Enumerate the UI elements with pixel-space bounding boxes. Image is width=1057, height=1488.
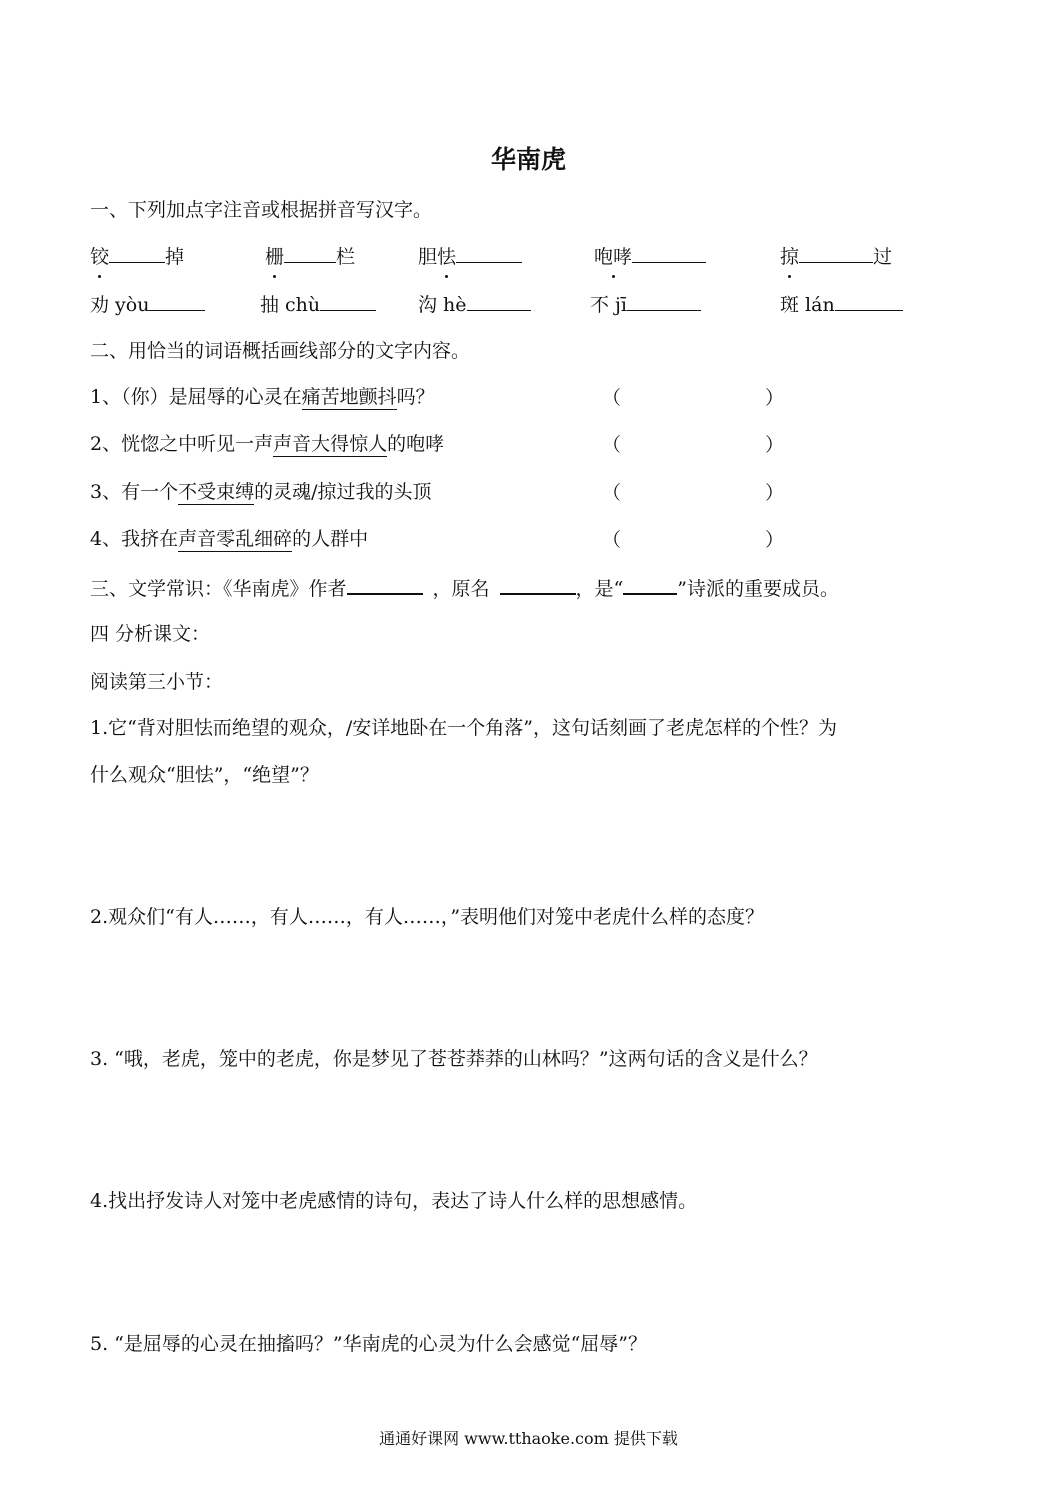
summary-item-1 [90, 383, 435, 411]
summary-item-4 [90, 525, 368, 553]
dotted-char: 怯 [437, 243, 456, 271]
pinyin-item-2 [265, 242, 355, 271]
dotted-char: 掠 [780, 243, 799, 271]
paren-open: （ [602, 529, 622, 551]
paren-open: （ [602, 434, 622, 456]
item-text: 2、恍惚之中听见一声 [90, 433, 274, 455]
answer-blank[interactable] [284, 242, 336, 263]
dotted-char: 栅 [265, 243, 284, 271]
pinyin-item-4 [594, 242, 706, 271]
pinyin-prompt: 沟 hè [418, 294, 467, 316]
question-5: 5. “是屈辱的心灵在抽搐吗？”华南虎的心灵为什么会感觉“屈辱”？ [90, 1333, 648, 1355]
answer-blank[interactable] [149, 290, 205, 311]
item-text: 的人群中 [292, 528, 369, 550]
item-text: 3、有一个 [90, 481, 179, 503]
lit-text: ”诗派的重要成员。 [677, 578, 839, 600]
underlined-phrase: 不受束缚 [178, 481, 255, 503]
footer-credit: 通通好课网 www.tthaoke.com 提供下载 [379, 1429, 678, 1448]
item-text: 吗？ [396, 386, 435, 408]
answer-blank[interactable] [835, 290, 903, 311]
question-1-line2: 什么观众“胆怯”，“绝望”？ [90, 764, 319, 786]
pinyin-item-1 [90, 242, 184, 271]
pinyin-item-3 [418, 242, 522, 271]
paren-open: （ [602, 387, 622, 409]
pinyin-write-1 [90, 290, 205, 319]
pinyin-write-3 [418, 290, 531, 319]
char-prefix: 胆 [418, 246, 438, 268]
lit-text: 三、文学常识：《华南虎》作者 [90, 578, 347, 600]
answer-blank[interactable] [632, 242, 706, 263]
lit-text: ，是“ [575, 578, 624, 600]
question-4: 4.找出抒发诗人对笼中老虎感情的诗句，表达了诗人什么样的思想感情。 [90, 1190, 698, 1212]
pinyin-prompt: 不 jī [590, 294, 628, 316]
paren-close: ） [765, 387, 785, 409]
section4-heading: 四 分析课文： [90, 623, 211, 645]
underlined-phrase: 痛苦地颤抖 [301, 386, 397, 408]
summary-item-2 [90, 430, 444, 458]
paren-close: ） [765, 482, 785, 504]
section2-heading: 二、用恰当的词语概括画线部分的文字内容。 [90, 340, 471, 362]
summary-item-3 [90, 478, 432, 506]
item-text: 1、（你）是屈辱的心灵在 [90, 386, 302, 408]
pinyin-prompt: 劝 yòu [90, 294, 150, 316]
section4-subheading: 阅读第三小节： [90, 671, 224, 693]
answer-blank[interactable] [109, 242, 165, 263]
section1-heading: 一、下列加点字注音或根据拼音写汉字。 [90, 199, 433, 221]
item-text: 的灵魂/掠过我的头顶 [254, 481, 432, 503]
underlined-phrase: 声音大得惊人 [273, 433, 388, 455]
question-2: 2.观众们“有人……，有人……，有人……，”表明他们对笼中老虎什么样的态度？ [90, 906, 765, 928]
dotted-char: 铰 [90, 243, 109, 271]
paren-open: （ [602, 482, 622, 504]
author-blank[interactable] [347, 573, 423, 595]
answer-blank[interactable] [467, 290, 531, 311]
answer-blank[interactable] [456, 242, 522, 263]
answer-blank[interactable] [320, 290, 376, 311]
char-suffix: 掉 [165, 246, 185, 268]
question-1-line1: 1.它“背对胆怯而绝望的观众，/安详地卧在一个角落”，这句话刻画了老虎怎样的个性？为 [90, 717, 837, 739]
underlined-phrase: 声音零乱细碎 [178, 528, 293, 550]
page-title: 华南虎 [490, 145, 566, 174]
school-blank[interactable] [623, 573, 677, 595]
item-text: 4、我挤在 [90, 528, 179, 550]
pinyin-write-4 [590, 290, 701, 319]
pinyin-item-5 [780, 242, 892, 271]
char-suffix: 过 [873, 246, 893, 268]
paren-close: ） [765, 434, 785, 456]
item-text: 的咆哮 [387, 433, 445, 455]
section3-literature [90, 573, 839, 603]
answer-blank[interactable] [627, 290, 701, 311]
original-name-blank[interactable] [500, 573, 576, 595]
dotted-char: 咆哮 [594, 243, 632, 271]
pinyin-prompt: 斑 lán [780, 294, 835, 316]
lit-text: ，原名 [432, 578, 490, 600]
question-3: 3. “哦，老虎，笼中的老虎，你是梦见了苍苍莽莽的山林吗？”这两句话的含义是什么？ [90, 1048, 818, 1070]
pinyin-write-2 [260, 290, 376, 319]
pinyin-prompt: 抽 chù [260, 294, 321, 316]
paren-close: ） [765, 529, 785, 551]
pinyin-write-5 [780, 290, 903, 319]
answer-blank[interactable] [799, 242, 873, 263]
char-suffix: 栏 [336, 246, 356, 268]
